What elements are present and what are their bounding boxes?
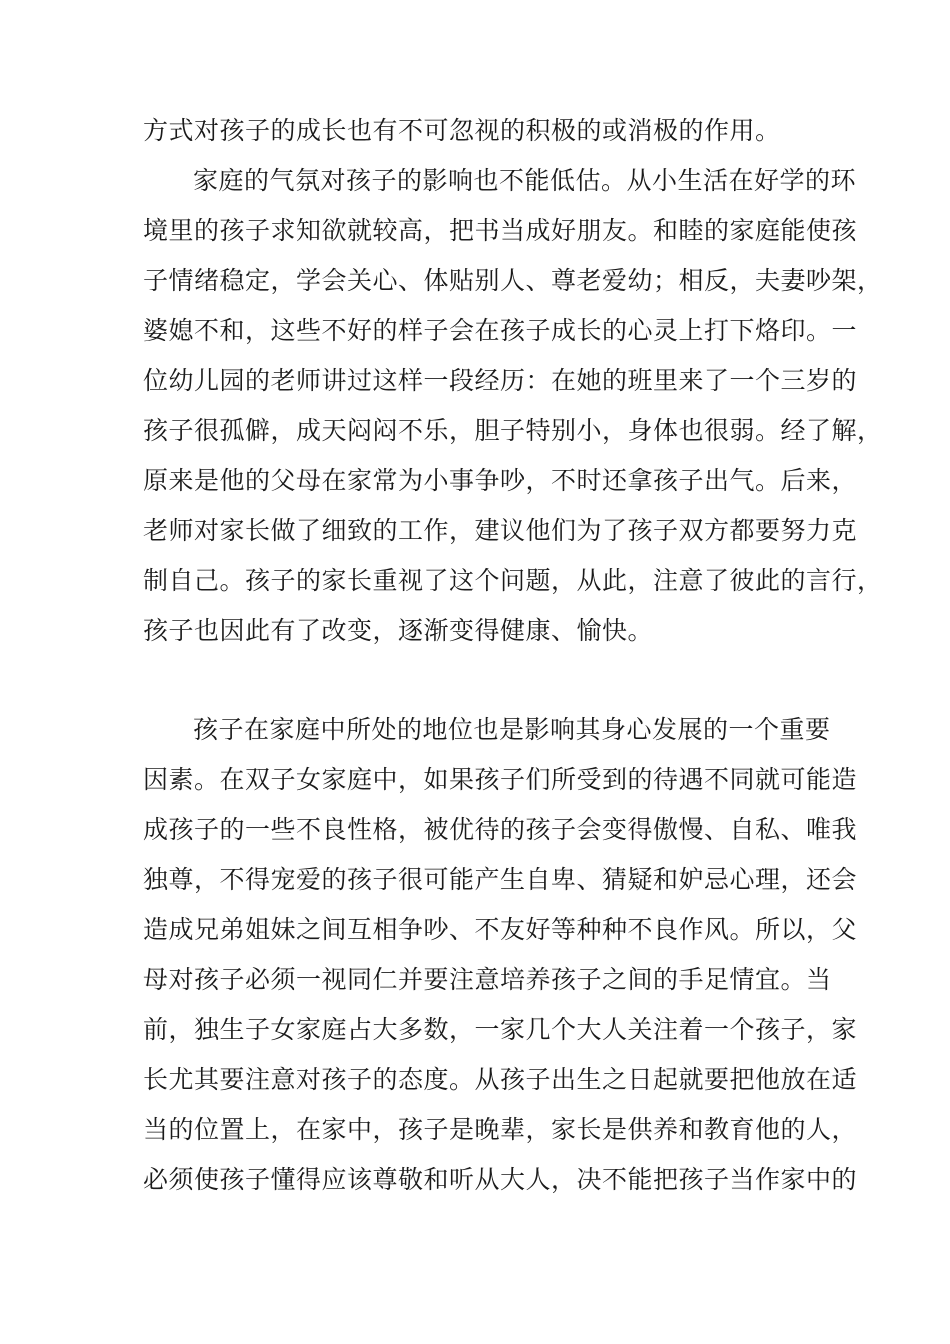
paragraph-first-line: 孩子在家庭中所处的地位也是影响其身心发展的一个重要: [193, 715, 831, 744]
text-line: 位幼儿园的老师讲过这样一段经历：在她的班里来了一个三岁的: [143, 366, 858, 395]
text-line: 子情绪稳定，学会关心、体贴别人、尊老爱幼；相反，夫妻吵架，: [143, 266, 883, 295]
text-line: 孩子也因此有了改变，逐渐变得健康、愉快。: [143, 616, 654, 645]
text-line: 原来是他的父母在家常为小事争吵，不时还拿孩子出气。后来，: [143, 466, 858, 495]
text-line: 老师对家长做了细致的工作，建议他们为了孩子双方都要努力克: [143, 516, 858, 545]
text-line: 独尊，不得宠爱的孩子很可能产生自卑、猜疑和妒忌心理，还会: [143, 865, 858, 894]
text-line: 孩子很孤僻，成天闷闷不乐，胆子特别小，身体也很弱。经了解，: [143, 416, 883, 445]
text-line: 前，独生子女家庭占大多数，一家几个大人关注着一个孩子，家: [143, 1015, 858, 1044]
text-line: 必须使孩子懂得应该尊敬和听从大人，决不能把孩子当作家中的: [143, 1165, 858, 1194]
text-line: 因素。在双子女家庭中，如果孩子们所受到的待遇不同就可能造: [143, 765, 858, 794]
text-line: 制自己。孩子的家长重视了这个问题，从此，注意了彼此的言行，: [143, 566, 883, 595]
text-line: 当的位置上，在家中，孩子是晚辈，家长是供养和教育他的人，: [143, 1115, 858, 1144]
text-line: 境里的孩子求知欲就较高，把书当成好朋友。和睦的家庭能使孩: [143, 216, 858, 245]
text-line: 母对孩子必须一视同仁并要注意培养孩子之间的手足情宜。当: [143, 965, 832, 994]
text-line: 成孩子的一些不良性格，被优待的孩子会变得傲慢、自私、唯我: [143, 815, 858, 844]
paragraph-first-line: 家庭的气氛对孩子的影响也不能低估。从小生活在好学的环: [193, 166, 857, 195]
text-line: 造成兄弟姐妹之间互相争吵、不友好等种种不良作风。所以，父: [143, 915, 858, 944]
text-line: 婆媳不和，这些不好的样子会在孩子成长的心灵上打下烙印。一: [143, 316, 858, 345]
text-line: 长尤其要注意对孩子的态度。从孩子出生之日起就要把他放在适: [143, 1065, 858, 1094]
text-line: 方式对孩子的成长也有不可忽视的积极的或消极的作用。: [143, 116, 781, 145]
